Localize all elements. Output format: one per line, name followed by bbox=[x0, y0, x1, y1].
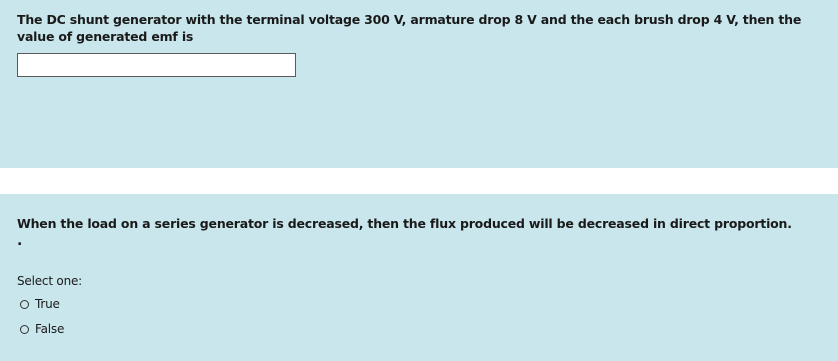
option-false-label: False bbox=[35, 322, 65, 336]
select-one-prompt: Select one: bbox=[17, 274, 83, 288]
answer-input[interactable] bbox=[17, 53, 296, 77]
option-false[interactable] bbox=[17, 321, 821, 337]
question-text-1: The DC shunt generator with the terminal voltage 300 V, armature drop 8 V and the each brush drop 4 V, then the value of generated emf is bbox=[17, 12, 802, 44]
option-true[interactable] bbox=[17, 296, 821, 312]
question-card-2 bbox=[0, 194, 838, 361]
option-true-label: True bbox=[35, 297, 60, 311]
question-text-2: When the load on a series generator is decreased, then the flux produced will be decreased in direct proportion. bbox=[17, 216, 792, 231]
radio-false[interactable] bbox=[20, 325, 29, 334]
radio-true[interactable] bbox=[20, 300, 29, 309]
question-card-1 bbox=[0, 0, 838, 168]
question-trailing-mark: . bbox=[17, 233, 23, 249]
